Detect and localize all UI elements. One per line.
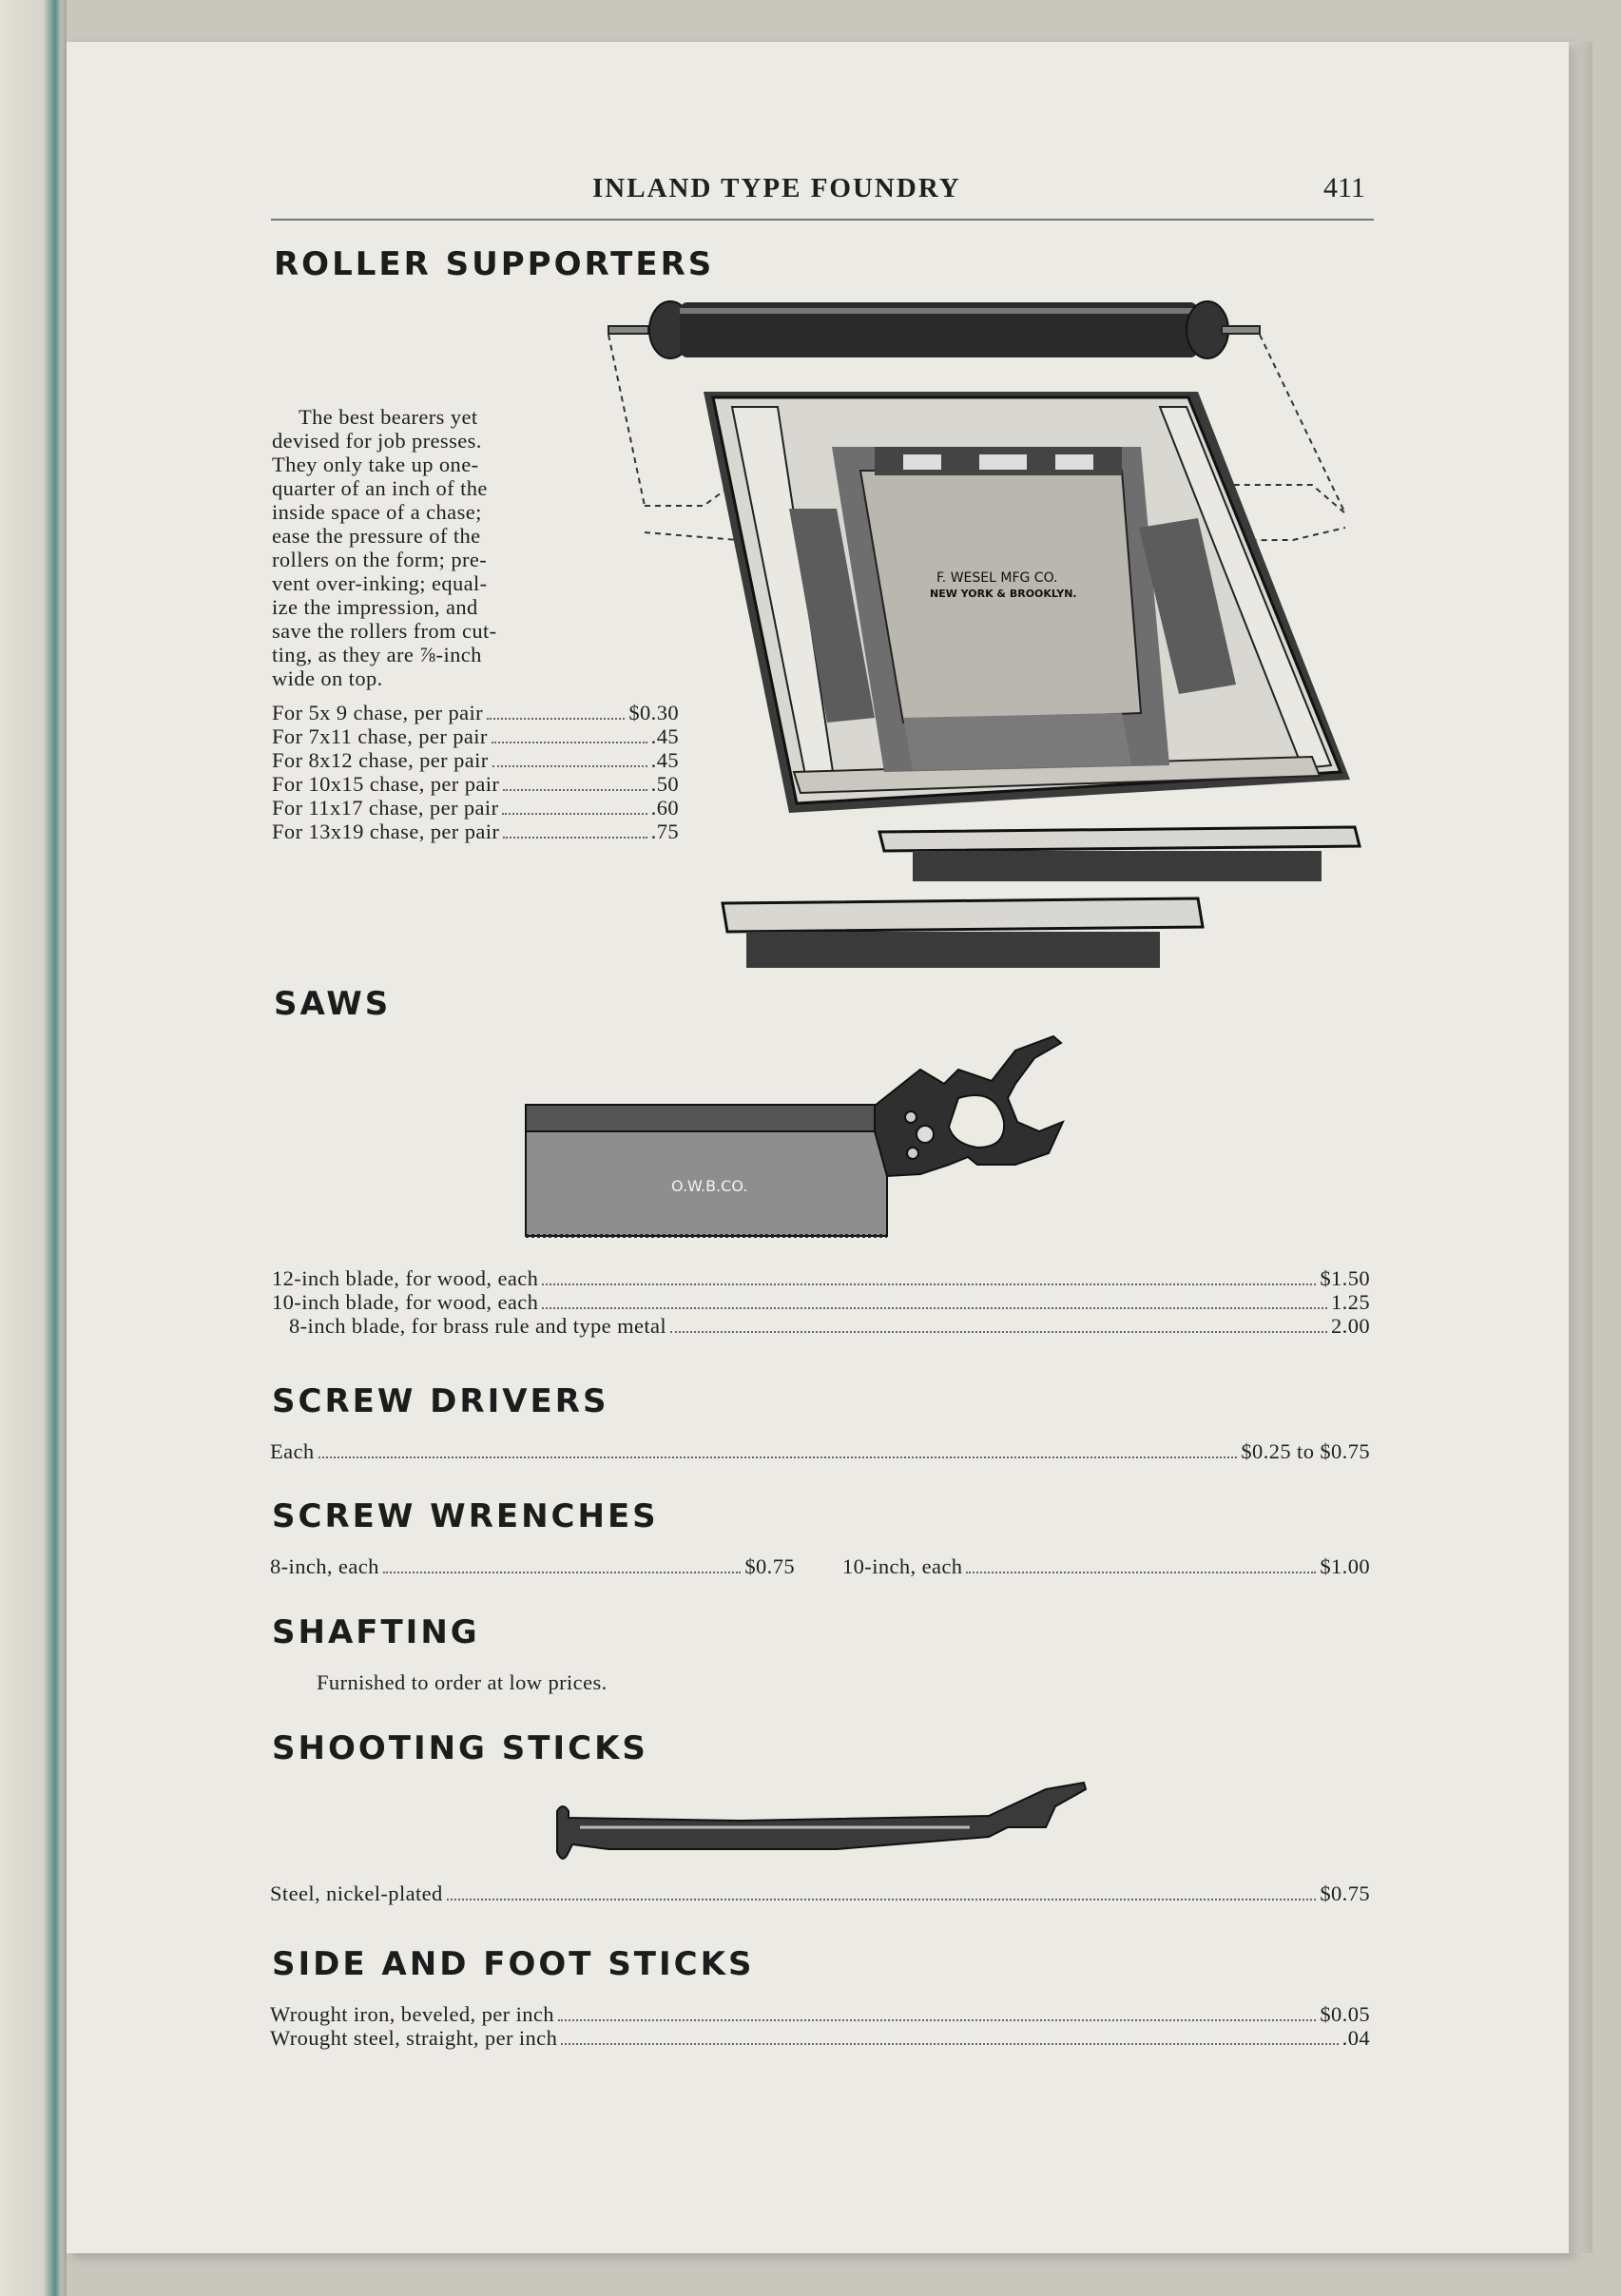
desc-line: devised for job presses.	[272, 429, 482, 453]
roller-supporter-illustration	[589, 285, 1369, 979]
desc-line: They only take up one-	[272, 453, 479, 476]
desc-line: wide on top.	[272, 666, 383, 690]
roller-icon	[608, 301, 1260, 358]
shooting-stick-illustration	[551, 1778, 1089, 1873]
shooting-stick-price-row: Steel, nickel-plated $0.75	[270, 1881, 1370, 1905]
page-edge	[1569, 42, 1592, 2253]
desc-line: save the rollers from cut-	[272, 619, 497, 643]
desc-line: vent over-inking; equal-	[272, 571, 488, 595]
saw-price-row: 12-inch blade, for wood, each $1.50	[272, 1266, 1370, 1290]
shooting-stick-icon	[557, 1783, 1086, 1859]
screw-wrench-price-row: 10-inch, each $1.00	[842, 1554, 1370, 1578]
price-row: For 8x12 chase, per pair .45	[272, 748, 679, 772]
page-number: 411	[1323, 172, 1365, 203]
saw-price-row: 10-inch blade, for wood, each 1.25	[272, 1290, 1370, 1314]
saw-icon	[526, 1036, 1063, 1236]
saw-price-row: 8-inch blade, for brass rule and type metal 2.00	[289, 1314, 1370, 1338]
header-rule	[271, 219, 1374, 221]
running-header-title: INLAND TYPE FOUNDRY	[592, 173, 961, 203]
section-heading-side-and-foot-sticks: SIDE AND FOOT STICKS	[272, 1945, 755, 1983]
price-row: For 10x15 chase, per pair .50	[272, 772, 679, 796]
maker-mark-line: NEW YORK & BROOKLYN.	[930, 588, 1077, 600]
price-row: For 11x17 chase, per pair .60	[272, 796, 679, 820]
price-row: For 13x19 chase, per pair .75	[272, 820, 679, 843]
desc-line: ease the pressure of the	[272, 524, 481, 548]
section-heading-saws: SAWS	[274, 985, 392, 1023]
desc-line: inside space of a chase;	[272, 500, 482, 524]
maker-mark-line: F. WESEL MFG CO.	[936, 570, 1058, 586]
price-row: For 5x 9 chase, per pair $0.30	[272, 701, 679, 724]
screw-drivers-price-row: Each $0.25 to $0.75	[270, 1439, 1370, 1463]
screw-wrench-price-row: 8-inch, each $0.75	[270, 1554, 795, 1578]
saw-blade-mark: O.W.B.CO.	[671, 1177, 748, 1195]
section-heading-shooting-sticks: SHOOTING STICKS	[272, 1729, 648, 1767]
bearer-bar-icon	[723, 898, 1203, 968]
section-heading-shafting: SHAFTING	[272, 1613, 480, 1651]
desc-line: rollers on the form; pre-	[272, 548, 488, 571]
chase-frame-icon	[704, 392, 1350, 813]
side-foot-stick-price-row: Wrought steel, straight, per inch .04	[270, 2026, 1370, 2050]
book-spine	[0, 0, 67, 2296]
desc-line: ize the impression, and	[272, 595, 478, 619]
price-row: For 7x11 chase, per pair .45	[272, 724, 679, 748]
desc-line: quarter of an inch of the	[272, 476, 488, 500]
shafting-note: Furnished to order at low prices.	[317, 1670, 608, 1694]
desc-line: ting, as they are ⅞-inch	[272, 643, 482, 666]
section-heading-screw-drivers: SCREW DRIVERS	[272, 1382, 609, 1420]
side-foot-stick-price-row: Wrought iron, beveled, per inch $0.05	[270, 2002, 1370, 2026]
roller-supporters-description	[272, 405, 567, 690]
section-heading-roller-supporters: ROLLER SUPPORTERS	[274, 245, 715, 283]
section-heading-screw-wrenches: SCREW WRENCHES	[272, 1497, 659, 1535]
desc-line: The best bearers yet	[299, 405, 478, 429]
bearer-bar-icon	[879, 827, 1360, 881]
saw-illustration	[521, 1032, 1120, 1245]
